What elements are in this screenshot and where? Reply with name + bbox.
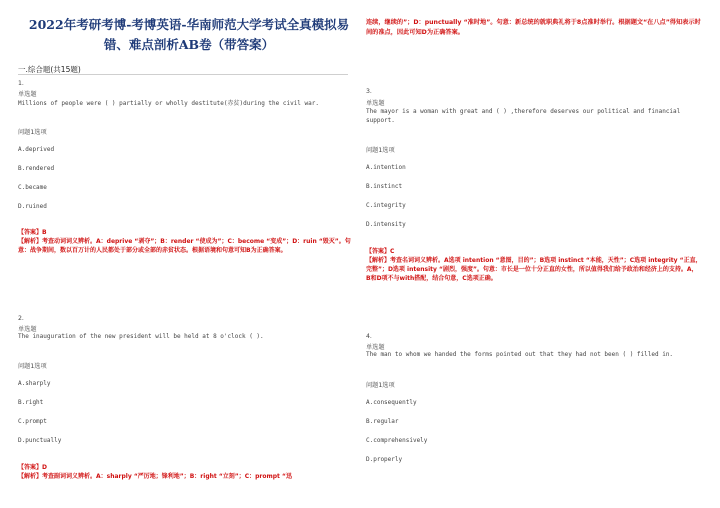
option-d[interactable]: D.properly (366, 456, 403, 463)
question-type: 单选题 (18, 91, 37, 98)
question-number: 2. (18, 315, 24, 322)
question-stem: The mayor is a woman with great and ( ) ,therefore deserves our political and financial support. (366, 108, 681, 124)
answer-explanation: 【解析】考查副词词义辨析。A：sharply “严厉地；锋利地”；B：right “立刻”；C：prompt “迅 (18, 473, 292, 480)
option-b[interactable]: B.regular (366, 418, 399, 425)
option-c[interactable]: C.comprehensively (366, 437, 428, 444)
options-label: 问题1选项 (366, 147, 395, 154)
question-number: 1. (18, 80, 24, 87)
question-number: 3. (366, 88, 372, 95)
answer-explanation: 【解析】考查动词词义辨析。A：deprive “剥夺”；B：render “使成为”；C：become “变成”；D：ruin “毁灭”。句意：战争期间，数以百万计的人民都处于部分或全部的赤贫状态。根据语境和句意可知B为正确答案。 (18, 238, 351, 254)
answer-label: 【答案】B (18, 229, 47, 236)
options-label: 问题1选项 (366, 382, 395, 389)
question-type: 单选题 (366, 344, 385, 351)
option-c[interactable]: C.integrity (366, 202, 406, 209)
option-d[interactable]: D.punctually (18, 437, 62, 444)
question-stem: The man to whom we handed the forms pointed out that they had not been ( ) filled in. (366, 351, 674, 358)
answer-label: 【答案】C (366, 248, 395, 255)
question-stem: The inauguration of the new president will be held at 8 o'clock ( ). (18, 333, 264, 340)
options-label: 问题1选项 (18, 363, 47, 370)
question-type: 单选题 (18, 326, 37, 333)
section-divider (18, 74, 348, 75)
option-a[interactable]: A.sharply (18, 380, 51, 387)
answer-explanation: 【解析】考查名词词义辨析。A选项 intention “意图，目的”；B选项 instinct “本能，天性”；C选项 integrity “正直，完整”；D选项 intensity “剧烈，强度”。句意：市长是一位十分正直的女性，所以值得我们给予政治和经济上的支持。A，B和D项不与with搭配，结合句意，C选项正确。 (366, 257, 702, 282)
explanation-continuation: 连续，继续的”；D：punctually “准时地”。句意：新总统的就职典礼将于8点准时举行。根据题文“在八点”得知表示时间的准点，因此可知D为正确答案。 (366, 19, 701, 36)
section-heading: 一.综合题(共15题) (18, 65, 81, 74)
option-b[interactable]: B.instinct (366, 183, 403, 190)
option-a[interactable]: A.consequently (366, 399, 417, 406)
option-b[interactable]: B.rendered (18, 165, 55, 172)
option-a[interactable]: A.deprived (18, 146, 55, 153)
page-title: 2022年考研考博-考博英语-华南师范大学考试全真模拟易错、难点剖析AB卷（带答案） (28, 17, 350, 52)
question-number: 4. (366, 333, 372, 340)
option-c[interactable]: C.became (18, 184, 47, 191)
question-type: 单选题 (366, 100, 385, 107)
option-d[interactable]: D.intensity (366, 221, 406, 228)
option-b[interactable]: B.right (18, 399, 44, 406)
option-c[interactable]: C.prompt (18, 418, 47, 425)
question-stem: Millions of people were ( ) partially or wholly destitute(赤贫)during the civil war. (18, 100, 319, 107)
answer-label: 【答案】D (18, 464, 47, 471)
option-a[interactable]: A.intention (366, 164, 406, 171)
option-d[interactable]: D.ruined (18, 203, 47, 210)
options-label: 问题1选项 (18, 129, 47, 136)
